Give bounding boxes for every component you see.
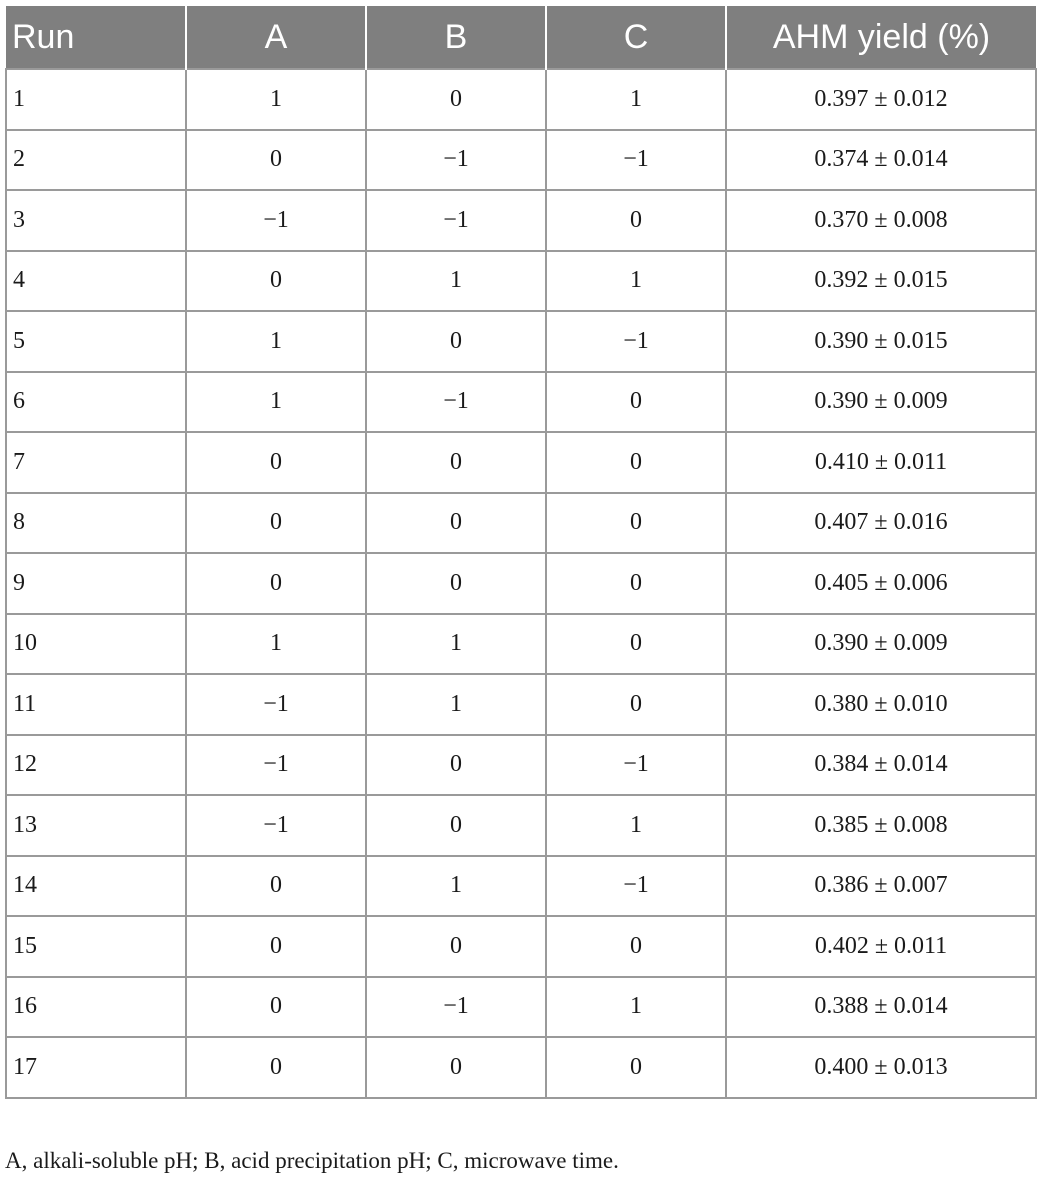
cell-b: 0 bbox=[366, 1037, 546, 1098]
cell-c: −1 bbox=[546, 130, 726, 191]
cell-a: 0 bbox=[186, 553, 366, 614]
table-row bbox=[6, 372, 1036, 433]
cell-a: −1 bbox=[186, 674, 366, 735]
table-row bbox=[6, 674, 1036, 735]
cell-run: 3 bbox=[6, 190, 186, 251]
cell-b: 0 bbox=[366, 916, 546, 977]
cell-run: 14 bbox=[6, 856, 186, 917]
cell-c: 1 bbox=[546, 977, 726, 1038]
cell-b: −1 bbox=[366, 190, 546, 251]
cell-c: 0 bbox=[546, 432, 726, 493]
table-row bbox=[6, 493, 1036, 554]
cell-c: 1 bbox=[546, 69, 726, 130]
cell-run: 12 bbox=[6, 735, 186, 796]
cell-a: 1 bbox=[186, 311, 366, 372]
cell-a: 0 bbox=[186, 856, 366, 917]
table-row bbox=[6, 130, 1036, 191]
header-run: Run bbox=[6, 6, 186, 69]
cell-a: 0 bbox=[186, 916, 366, 977]
cell-run: 16 bbox=[6, 977, 186, 1038]
cell-a: −1 bbox=[186, 795, 366, 856]
cell-b: −1 bbox=[366, 977, 546, 1038]
cell-a: 1 bbox=[186, 614, 366, 675]
cell-yield: 0.380 ± 0.010 bbox=[726, 674, 1036, 735]
cell-b: 1 bbox=[366, 614, 546, 675]
cell-run: 9 bbox=[6, 553, 186, 614]
table-body bbox=[6, 69, 1036, 1098]
cell-yield: 0.390 ± 0.015 bbox=[726, 311, 1036, 372]
table-row bbox=[6, 553, 1036, 614]
cell-b: 0 bbox=[366, 493, 546, 554]
cell-a: 1 bbox=[186, 69, 366, 130]
table-row bbox=[6, 856, 1036, 917]
cell-run: 2 bbox=[6, 130, 186, 191]
table-header-row bbox=[6, 6, 1036, 69]
cell-yield: 0.385 ± 0.008 bbox=[726, 795, 1036, 856]
cell-run: 17 bbox=[6, 1037, 186, 1098]
cell-yield: 0.390 ± 0.009 bbox=[726, 614, 1036, 675]
cell-run: 11 bbox=[6, 674, 186, 735]
cell-run: 15 bbox=[6, 916, 186, 977]
cell-c: 0 bbox=[546, 614, 726, 675]
cell-yield: 0.388 ± 0.014 bbox=[726, 977, 1036, 1038]
cell-c: 0 bbox=[546, 493, 726, 554]
cell-c: 1 bbox=[546, 251, 726, 312]
cell-yield: 0.392 ± 0.015 bbox=[726, 251, 1036, 312]
results-table-container bbox=[5, 6, 1035, 1099]
cell-run: 7 bbox=[6, 432, 186, 493]
table-row bbox=[6, 311, 1036, 372]
cell-yield: 0.397 ± 0.012 bbox=[726, 69, 1036, 130]
cell-run: 6 bbox=[6, 372, 186, 433]
cell-a: −1 bbox=[186, 190, 366, 251]
cell-a: 0 bbox=[186, 130, 366, 191]
header-a: A bbox=[186, 6, 366, 69]
cell-a: 0 bbox=[186, 1037, 366, 1098]
header-b: B bbox=[366, 6, 546, 69]
cell-c: 0 bbox=[546, 1037, 726, 1098]
cell-a: 0 bbox=[186, 432, 366, 493]
cell-b: 1 bbox=[366, 856, 546, 917]
table-row bbox=[6, 977, 1036, 1038]
cell-yield: 0.374 ± 0.014 bbox=[726, 130, 1036, 191]
table-row bbox=[6, 190, 1036, 251]
cell-run: 8 bbox=[6, 493, 186, 554]
table-row bbox=[6, 916, 1036, 977]
cell-c: 0 bbox=[546, 190, 726, 251]
cell-yield: 0.410 ± 0.011 bbox=[726, 432, 1036, 493]
cell-c: 0 bbox=[546, 553, 726, 614]
cell-run: 10 bbox=[6, 614, 186, 675]
cell-yield: 0.384 ± 0.014 bbox=[726, 735, 1036, 796]
cell-b: −1 bbox=[366, 130, 546, 191]
cell-yield: 0.386 ± 0.007 bbox=[726, 856, 1036, 917]
cell-c: 1 bbox=[546, 795, 726, 856]
results-table bbox=[5, 6, 1037, 1099]
cell-yield: 0.400 ± 0.013 bbox=[726, 1037, 1036, 1098]
cell-yield: 0.402 ± 0.011 bbox=[726, 916, 1036, 977]
cell-yield: 0.405 ± 0.006 bbox=[726, 553, 1036, 614]
cell-c: 0 bbox=[546, 916, 726, 977]
header-yield: AHM yield (%) bbox=[726, 6, 1036, 69]
cell-c: −1 bbox=[546, 311, 726, 372]
cell-run: 4 bbox=[6, 251, 186, 312]
cell-b: 0 bbox=[366, 735, 546, 796]
table-row bbox=[6, 432, 1036, 493]
cell-a: 0 bbox=[186, 493, 366, 554]
cell-c: 0 bbox=[546, 674, 726, 735]
cell-yield: 0.407 ± 0.016 bbox=[726, 493, 1036, 554]
cell-b: 0 bbox=[366, 69, 546, 130]
table-row bbox=[6, 69, 1036, 130]
table-row bbox=[6, 1037, 1036, 1098]
table-row bbox=[6, 735, 1036, 796]
cell-a: 0 bbox=[186, 977, 366, 1038]
cell-run: 13 bbox=[6, 795, 186, 856]
cell-b: 0 bbox=[366, 795, 546, 856]
cell-a: 1 bbox=[186, 372, 366, 433]
cell-yield: 0.390 ± 0.009 bbox=[726, 372, 1036, 433]
cell-c: 0 bbox=[546, 372, 726, 433]
table-row bbox=[6, 251, 1036, 312]
cell-run: 5 bbox=[6, 311, 186, 372]
cell-c: −1 bbox=[546, 735, 726, 796]
cell-b: 1 bbox=[366, 674, 546, 735]
table-row bbox=[6, 614, 1036, 675]
cell-a: −1 bbox=[186, 735, 366, 796]
cell-b: 0 bbox=[366, 311, 546, 372]
cell-a: 0 bbox=[186, 251, 366, 312]
cell-yield: 0.370 ± 0.008 bbox=[726, 190, 1036, 251]
table-footnote: A, alkali-soluble pH; B, acid precipitation pH; C, microwave time. bbox=[5, 1148, 619, 1173]
cell-c: −1 bbox=[546, 856, 726, 917]
header-c: C bbox=[546, 6, 726, 69]
cell-b: −1 bbox=[366, 372, 546, 433]
cell-b: 0 bbox=[366, 553, 546, 614]
cell-b: 0 bbox=[366, 432, 546, 493]
cell-run: 1 bbox=[6, 69, 186, 130]
table-row bbox=[6, 795, 1036, 856]
cell-b: 1 bbox=[366, 251, 546, 312]
